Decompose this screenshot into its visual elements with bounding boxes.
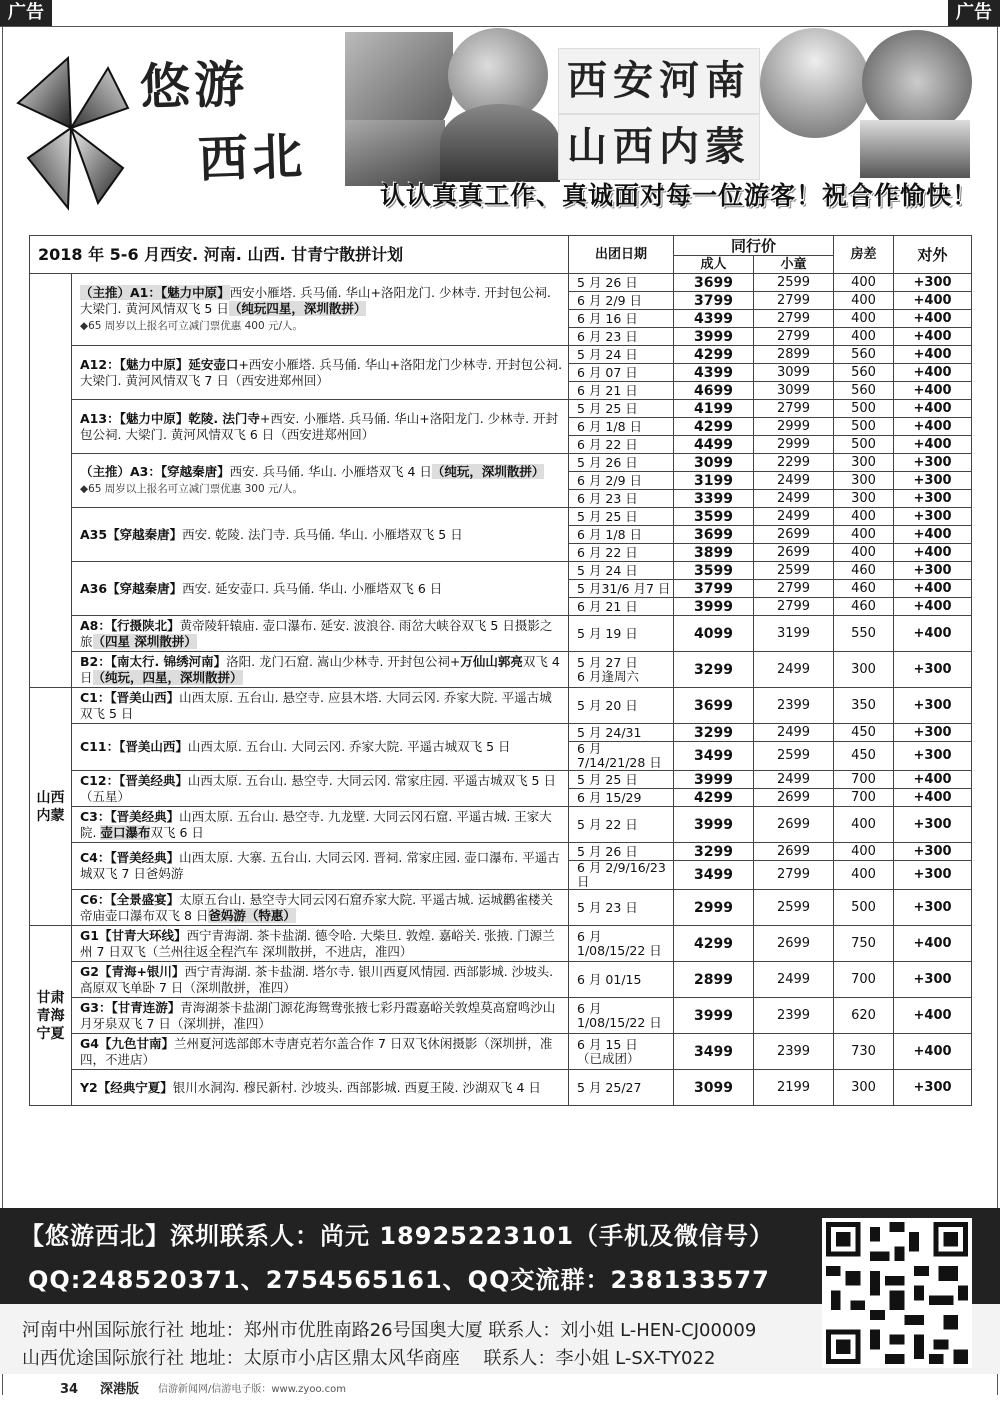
col-room-header: 房差 — [834, 236, 894, 274]
adult-price: 4299 — [674, 346, 754, 364]
retail-markup: +400 — [894, 310, 972, 328]
child-price: 3099 — [754, 382, 834, 400]
departure-date: 6 月 22 日 — [569, 544, 674, 562]
col-child-header: 小童 — [754, 256, 834, 274]
departure-date: 6 月 22 日 — [569, 436, 674, 454]
table-row — [30, 724, 972, 742]
room-supplement: 550 — [834, 616, 894, 652]
retail-markup: +300 — [894, 562, 972, 580]
departure-date: 6 月 2/9 日 — [569, 472, 674, 490]
adult-price: 3999 — [674, 771, 754, 789]
retail-markup: +300 — [894, 861, 972, 890]
table-row — [30, 562, 972, 580]
child-price: 2699 — [754, 807, 834, 843]
retail-markup: +300 — [894, 742, 972, 771]
child-price: 2499 — [754, 652, 834, 688]
child-price: 2499 — [754, 962, 834, 998]
room-supplement: 400 — [834, 544, 894, 562]
retail-markup: +400 — [894, 580, 972, 598]
departure-date: 6 月 16 日 — [569, 310, 674, 328]
adult-price: 4199 — [674, 400, 754, 418]
departure-date: 5 月 19 日 — [569, 616, 674, 652]
retail-markup: +400 — [894, 364, 972, 382]
adult-price: 3999 — [674, 998, 754, 1034]
product-description: （主推）A3：【穿越秦唐】西安. 兵马俑. 华山. 小雁塔双飞 4 日（纯玩，深圳散拼）◆65 周岁以上报名可立减门票优惠 300 元/人。 — [72, 454, 569, 508]
contact-line1: 【悠游西北】深圳联系人：尚元 18925223101（手机及微信号） — [20, 1222, 775, 1250]
departure-date: 6 月 1/8 日 — [569, 418, 674, 436]
child-price: 2799 — [754, 580, 834, 598]
region-banner-1: 西安河南 — [558, 48, 760, 114]
product-description: G4【九色甘南】兰州夏河选部郎木寺唐克若尔盖合作 7 日双飞休闲摄影（深圳拼，准四，不进店） — [72, 1034, 569, 1070]
agency-line1: 河南中州国际旅行社 地址：郑州市优胜南路26号国奥大厦 联系人：刘小姐 L-HEN-CJ00009 — [22, 1320, 757, 1341]
child-price: 2999 — [754, 436, 834, 454]
retail-markup: +400 — [894, 544, 972, 562]
retail-markup: +400 — [894, 998, 972, 1034]
child-price: 2699 — [754, 926, 834, 962]
retail-markup: +300 — [894, 652, 972, 688]
room-supplement: 400 — [834, 274, 894, 292]
retail-markup: +400 — [894, 418, 972, 436]
region-label — [30, 274, 72, 688]
departure-date: 6 月 2/9/16/23 日 — [569, 861, 674, 890]
departure-date: 5 月 24/31 — [569, 724, 674, 742]
retail-markup: +300 — [894, 472, 972, 490]
child-price: 2699 — [754, 843, 834, 861]
child-price: 2399 — [754, 1034, 834, 1070]
table-row — [30, 274, 972, 292]
room-supplement: 400 — [834, 526, 894, 544]
room-supplement: 700 — [834, 789, 894, 807]
yurt-photo — [862, 30, 972, 134]
product-description: C1：【晋美山西】山西太原. 五台山. 悬空寺. 应县木塔. 大同云冈. 乔家大院. 平遥古城双飞 5 日 — [72, 688, 569, 724]
departure-date: 6 月 1/8 日 — [569, 526, 674, 544]
table-row — [30, 890, 972, 926]
product-description: B2：【南太行. 锦绣河南】洛阳. 龙门石窟. 嵩山少林寺. 开封包公祠+万仙山郭亮双飞 4 日（纯玩，四星，深圳散拼） — [72, 652, 569, 688]
departure-date: 5 月 25/27 — [569, 1070, 674, 1106]
product-description: Y2【经典宁夏】银川水洞沟. 穆民新村. 沙坡头. 西部影城. 西夏王陵. 沙湖双飞 4 日 — [72, 1070, 569, 1106]
child-price: 2399 — [754, 998, 834, 1034]
table-row — [30, 346, 972, 364]
room-supplement: 620 — [834, 998, 894, 1034]
child-price: 2699 — [754, 526, 834, 544]
ad-label-left: 广告 — [0, 0, 52, 26]
room-supplement: 300 — [834, 490, 894, 508]
product-description: （主推）A1：【魅力中原】西安小雁塔. 兵马俑. 华山+洛阳龙门. 少林寺. 开封包公祠. 大梁门. 黄河风情双飞 5 日（纯玩四星，深圳散拼） ◆65 周岁以上报名可立减门票优惠 400 元/人。 — [72, 274, 569, 346]
child-price: 2799 — [754, 400, 834, 418]
edition-label: 深港版 — [100, 1382, 140, 1397]
room-supplement: 400 — [834, 508, 894, 526]
departure-date: 5 月31/6 月7 日 — [569, 580, 674, 598]
product-description: G2【青海+银川】西宁青海湖. 茶卡盐湖. 塔尔寺. 银川西夏风情园. 西部影城. 沙坡头. 高原双飞单卧 7 日（深圳散拼，准四） — [72, 962, 569, 998]
adult-price: 3099 — [674, 454, 754, 472]
retail-markup: +400 — [894, 598, 972, 616]
product-description: C3：【晋美经典】山西太原. 五台山. 悬空寺. 九龙壁. 大同云冈石窟. 平遥古城. 王家大院. 壶口瀑布双飞 6 日 — [72, 807, 569, 843]
adult-price: 3499 — [674, 861, 754, 890]
product-description: C6：【全景盛宴】太原五台山. 悬空寺大同云冈石窟乔家大院. 平遥古城. 运城鹳雀楼关帝庙壶口瀑布双飞 8 日爸妈游（特惠） — [72, 890, 569, 926]
brand-line1: 悠游 — [139, 54, 250, 117]
adult-price: 2899 — [674, 962, 754, 998]
adult-price: 3999 — [674, 328, 754, 346]
product-description: A13：【魅力中原】乾陵. 法门寺+西安. 小雁塔. 兵马俑. 华山+洛阳龙门. 少林寺. 开封包公祠. 大梁门. 黄河风情双飞 6 日（西安进郑州回） — [72, 400, 569, 454]
room-supplement: 700 — [834, 771, 894, 789]
contact-line2: QQ:248520371、2754565161、QQ交流群：238133577 — [28, 1266, 770, 1294]
room-supplement: 450 — [834, 742, 894, 771]
retail-markup: +400 — [894, 526, 972, 544]
child-price: 2599 — [754, 742, 834, 771]
departure-date: 5 月 22 日 — [569, 807, 674, 843]
product-description: G1【甘青大环线】西宁青海湖. 茶卡盐湖. 德令哈. 大柴旦. 敦煌. 嘉峪关. 张掖. 门源兰州 7 日双飞（兰州往返全程汽车 深圳散拼，不进店，准四） — [72, 926, 569, 962]
adult-price: 3799 — [674, 580, 754, 598]
table-row — [30, 400, 972, 418]
site-link[interactable]: 信游新闻网/信游电子版：www.zyoo.com — [158, 1384, 346, 1395]
adult-price: 2999 — [674, 890, 754, 926]
table-row — [30, 688, 972, 724]
retail-markup: +300 — [894, 843, 972, 861]
child-price: 2899 — [754, 346, 834, 364]
retail-markup: +300 — [894, 274, 972, 292]
agency-line2: 山西优途国际旅行社 地址：太原市小店区鼎太风华商座 联系人：李小姐 L-SX-TY022 — [22, 1348, 716, 1369]
table-body — [30, 274, 972, 1106]
departure-date: 5 月 23 日 — [569, 890, 674, 926]
child-price: 2599 — [754, 274, 834, 292]
room-supplement: 400 — [834, 861, 894, 890]
adult-price: 3599 — [674, 562, 754, 580]
departure-date: 6 月 1/08/15/22 日 — [569, 998, 674, 1034]
retail-markup: +400 — [894, 292, 972, 310]
retail-markup: +300 — [894, 490, 972, 508]
child-price: 2699 — [754, 789, 834, 807]
table-row — [30, 926, 972, 962]
slogan: 认认真真工作、真诚面对每一位游客！祝合作愉快！ — [380, 181, 979, 210]
region-banner-2: 山西内蒙 — [558, 114, 760, 180]
departure-date: 6 月 01/15 — [569, 962, 674, 998]
product-description: C11：【晋美山西】山西太原. 五台山. 大同云冈. 乔家大院. 平遥古城双飞 5 日 — [72, 724, 569, 771]
departure-date: 5 月 25 日 — [569, 508, 674, 526]
room-supplement: 300 — [834, 1070, 894, 1106]
retail-markup: +400 — [894, 400, 972, 418]
adult-price: 3699 — [674, 526, 754, 544]
col-date-header: 出团日期 — [569, 236, 674, 274]
product-description: A35【穿越秦唐】西安. 乾陵. 法门寺. 兵马俑. 华山. 小雁塔双飞 5 日 — [72, 508, 569, 562]
child-price: 2499 — [754, 490, 834, 508]
retail-markup: +400 — [894, 328, 972, 346]
adult-price: 4399 — [674, 364, 754, 382]
adult-price: 3799 — [674, 292, 754, 310]
departure-date: 5 月 26 日 — [569, 843, 674, 861]
departure-date: 5 月 25 日 — [569, 771, 674, 789]
adult-price: 3699 — [674, 274, 754, 292]
departure-date: 5 月 27 日 6 月逢周六 — [569, 652, 674, 688]
departure-date: 6 月 15/29 — [569, 789, 674, 807]
room-supplement: 400 — [834, 843, 894, 861]
room-supplement: 500 — [834, 890, 894, 926]
adult-price: 3899 — [674, 544, 754, 562]
camel-photo — [860, 120, 970, 178]
child-price: 2499 — [754, 472, 834, 490]
adult-price: 3299 — [674, 724, 754, 742]
table-row — [30, 1070, 972, 1106]
adult-price: 3499 — [674, 1034, 754, 1070]
child-price: 2799 — [754, 292, 834, 310]
retail-markup: +300 — [894, 688, 972, 724]
child-price: 3199 — [754, 616, 834, 652]
qr-code-icon — [822, 1218, 972, 1368]
table-row — [30, 771, 972, 789]
brand-line2: 西北 — [197, 126, 308, 189]
page-footer — [0, 1375, 1000, 1405]
retail-markup: +400 — [894, 346, 972, 364]
retail-markup: +300 — [894, 962, 972, 998]
child-price: 2399 — [754, 688, 834, 724]
departure-date: 6 月 2/9 日 — [569, 292, 674, 310]
product-description: C12：【晋美经典】山西太原. 五台山. 悬空寺. 大同云冈. 常家庄园. 平遥古城双飞 5 日（五星） — [72, 771, 569, 807]
departure-date: 6 月 23 日 — [569, 490, 674, 508]
adult-price: 3299 — [674, 652, 754, 688]
table-title: 2018 年 5-6 月西安. 河南. 山西. 甘青宁散拼计划 — [30, 236, 569, 274]
page-number: 34 — [60, 1382, 79, 1397]
departure-date: 5 月 20 日 — [569, 688, 674, 724]
product-description: G3：【甘青连游】青海湖茶卡盐湖门源花海鸳鸯张掖七彩丹霞嘉峪关敦煌莫高窟鸣沙山月牙泉双飞 7 日（深圳拼，准四） — [72, 998, 569, 1034]
table-row — [30, 843, 972, 861]
child-price: 2499 — [754, 508, 834, 526]
adult-price: 4699 — [674, 382, 754, 400]
retail-markup: +400 — [894, 1034, 972, 1070]
col-ext-header: 对外 — [894, 236, 972, 274]
retail-markup: +400 — [894, 436, 972, 454]
table-row — [30, 652, 972, 688]
buddha-photo — [440, 104, 560, 182]
departure-date: 6 月 21 日 — [569, 382, 674, 400]
table-row — [30, 807, 972, 843]
product-description: A36【穿越秦唐】西安. 延安壶口. 兵马俑. 华山. 小雁塔双飞 6 日 — [72, 562, 569, 616]
adult-price: 3399 — [674, 490, 754, 508]
adult-price: 3299 — [674, 843, 754, 861]
departure-date: 6 月 1/08/15/22 日 — [569, 926, 674, 962]
table-row — [30, 1034, 972, 1070]
room-supplement: 300 — [834, 454, 894, 472]
table-row — [30, 508, 972, 526]
departure-date: 6 月 07 日 — [569, 364, 674, 382]
room-supplement: 500 — [834, 400, 894, 418]
retail-markup: +300 — [894, 807, 972, 843]
table-row — [30, 998, 972, 1034]
child-price: 2799 — [754, 310, 834, 328]
departure-date: 6 月 23 日 — [569, 328, 674, 346]
ad-label-right: 广告 — [948, 0, 1000, 26]
child-price: 2999 — [754, 418, 834, 436]
product-description: A12：【魅力中原】延安壶口+西安小雁塔. 兵马俑. 华山+洛阳龙门少林寺. 开封包公祠. 大梁门. 黄河风情双飞 7 日（西安进郑州回） — [72, 346, 569, 400]
retail-markup: +400 — [894, 789, 972, 807]
departure-date: 6 月 15 日 （已成团） — [569, 1034, 674, 1070]
departure-date: 5 月 25 日 — [569, 400, 674, 418]
tour-price-table — [29, 235, 972, 1106]
child-price: 3099 — [754, 364, 834, 382]
retail-markup: +400 — [894, 771, 972, 789]
room-supplement: 450 — [834, 724, 894, 742]
adult-price: 4299 — [674, 789, 754, 807]
room-supplement: 400 — [834, 292, 894, 310]
retail-markup: +300 — [894, 508, 972, 526]
adult-price: 4099 — [674, 616, 754, 652]
room-supplement: 730 — [834, 1034, 894, 1070]
adult-price: 4399 — [674, 310, 754, 328]
adult-price: 4499 — [674, 436, 754, 454]
room-supplement: 500 — [834, 436, 894, 454]
departure-date: 6 月 7/14/21/28 日 — [569, 742, 674, 771]
retail-markup: +300 — [894, 890, 972, 926]
room-supplement: 460 — [834, 562, 894, 580]
adult-price: 3999 — [674, 598, 754, 616]
child-price: 2699 — [754, 544, 834, 562]
child-price: 2599 — [754, 562, 834, 580]
product-description: C4：【晋美经典】山西太原. 大寨. 五台山. 大同云冈. 晋祠. 常家庄园. 壶口瀑布. 平遥古城双飞 7 日爸妈游 — [72, 843, 569, 890]
room-supplement: 300 — [834, 472, 894, 490]
child-price: 2799 — [754, 328, 834, 346]
room-supplement: 400 — [834, 328, 894, 346]
adult-price: 3499 — [674, 742, 754, 771]
room-supplement: 350 — [834, 688, 894, 724]
stupa-photo — [760, 28, 870, 138]
table-row — [30, 962, 972, 998]
room-supplement: 750 — [834, 926, 894, 962]
retail-markup: +400 — [894, 926, 972, 962]
room-supplement: 560 — [834, 382, 894, 400]
retail-markup: +400 — [894, 382, 972, 400]
room-supplement: 400 — [834, 807, 894, 843]
room-supplement: 500 — [834, 418, 894, 436]
table-row — [30, 454, 972, 472]
departure-date: 6 月 21 日 — [569, 598, 674, 616]
child-price: 2599 — [754, 890, 834, 926]
adult-price: 4299 — [674, 418, 754, 436]
room-supplement: 300 — [834, 652, 894, 688]
departure-date: 5 月 24 日 — [569, 562, 674, 580]
departure-date: 5 月 26 日 — [569, 274, 674, 292]
departure-date: 5 月 24 日 — [569, 346, 674, 364]
col-peer-header: 同行价 — [674, 236, 834, 256]
pinwheel-logo-icon — [8, 48, 134, 218]
departure-date: 5 月 26 日 — [569, 454, 674, 472]
adult-price: 3999 — [674, 807, 754, 843]
retail-markup: +300 — [894, 724, 972, 742]
table-row — [30, 616, 972, 652]
child-price: 2199 — [754, 1070, 834, 1106]
col-adult-header: 成人 — [674, 256, 754, 274]
product-description: A8：【行摄陕北】黄帝陵轩辕庙. 壶口瀑布. 延安. 波浪谷. 雨岔大峡谷双飞 5 日摄影之旅（四星 深圳散拼） — [72, 616, 569, 652]
adult-price: 4299 — [674, 926, 754, 962]
child-price: 2499 — [754, 724, 834, 742]
adult-price: 3599 — [674, 508, 754, 526]
room-supplement: 460 — [834, 580, 894, 598]
adult-price: 3099 — [674, 1070, 754, 1106]
room-supplement: 560 — [834, 364, 894, 382]
room-supplement: 700 — [834, 962, 894, 998]
child-price: 2499 — [754, 771, 834, 789]
retail-markup: +400 — [894, 616, 972, 652]
adult-price: 3199 — [674, 472, 754, 490]
adult-price: 3699 — [674, 688, 754, 724]
retail-markup: +300 — [894, 1070, 972, 1106]
child-price: 2799 — [754, 861, 834, 890]
child-price: 2299 — [754, 454, 834, 472]
child-price: 2799 — [754, 598, 834, 616]
room-supplement: 560 — [834, 346, 894, 364]
retail-markup: +300 — [894, 454, 972, 472]
room-supplement: 460 — [834, 598, 894, 616]
region-label: 甘肃青海宁夏 — [30, 926, 72, 1106]
room-supplement: 400 — [834, 310, 894, 328]
region-label: 山西内蒙 — [30, 688, 72, 926]
